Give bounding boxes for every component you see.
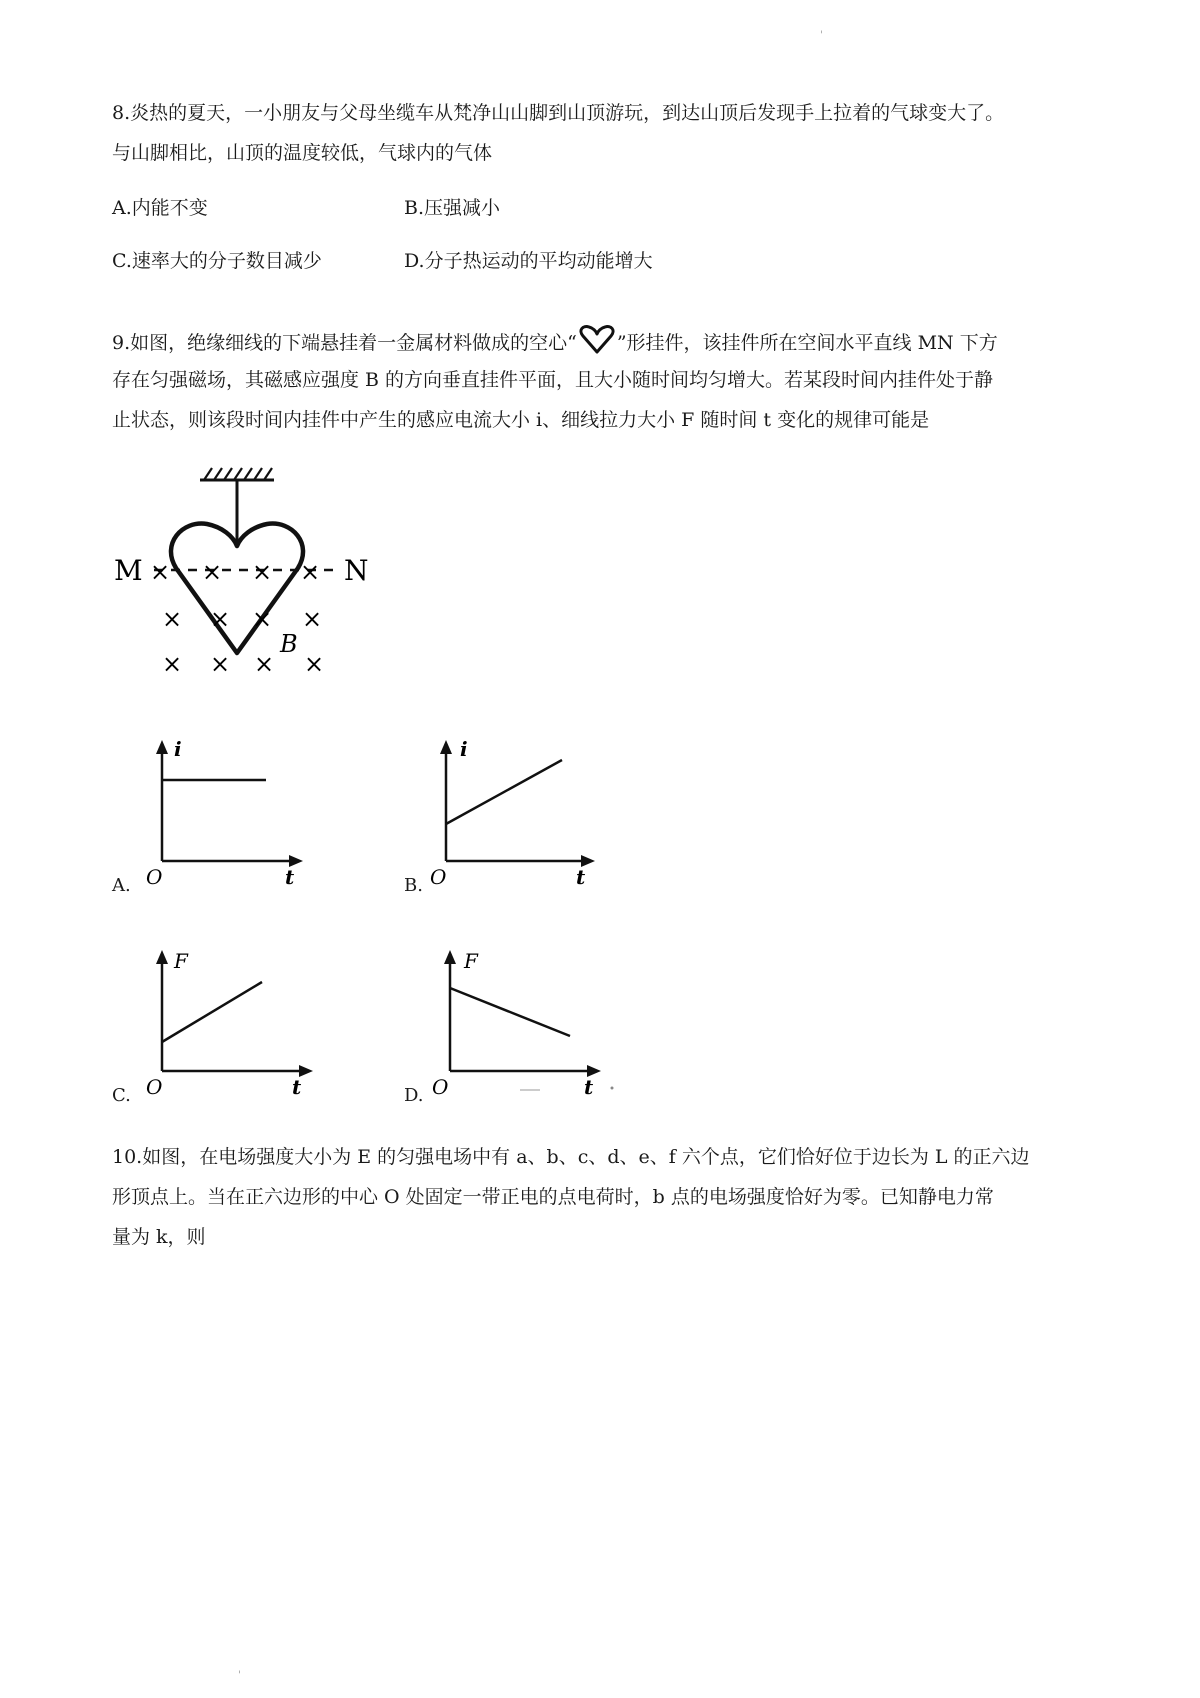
- field-mark: ×: [161, 605, 183, 633]
- field-mark: ×: [251, 558, 273, 586]
- graph-line: [446, 760, 562, 824]
- origin-label: O: [146, 1075, 163, 1098]
- y-axis-arrow-icon: [156, 950, 168, 964]
- graph-b-label: B.: [404, 875, 423, 896]
- q8-option-b: B.压强减小: [404, 197, 501, 219]
- field-mark: ×: [303, 650, 325, 678]
- q9-stem-line-1: [112, 325, 998, 355]
- q8-stem-line-2: 与山脚相比，山顶的温度较低，气球内的气体: [112, 142, 493, 164]
- q9-stem-line-1-post: ”形挂件，该挂件所在空间水平直线 MN 下方: [616, 332, 998, 354]
- q9-stem-line-1-pre: 9.如图，绝缘细线的下端悬挂着一金属材料做成的空心“: [112, 332, 577, 354]
- field-mark: ×: [149, 558, 171, 586]
- ceiling-hatch: [204, 468, 272, 480]
- q8-option-c: C.速率大的分子数目减少: [112, 250, 322, 272]
- scan-speck: ': [820, 30, 823, 41]
- field-mark: ×: [253, 650, 275, 678]
- x-axis-label: t: [285, 865, 295, 888]
- graph-line: [162, 982, 262, 1042]
- heart-icon: [577, 325, 617, 355]
- field-mark: ×: [209, 605, 231, 633]
- label-b: B: [280, 630, 298, 658]
- origin-label: O: [430, 865, 447, 888]
- field-mark: ×: [251, 605, 273, 633]
- y-axis-arrow-icon: [440, 740, 452, 754]
- field-mark: ×: [209, 650, 231, 678]
- q10-stem-line-2: 形顶点上。当在正六边形的中心 O 处固定一带正电的点电荷时，b 点的电场强度恰好为零。已知静电力常: [112, 1186, 994, 1208]
- field-mark: ×: [301, 605, 323, 633]
- x-axis-label: t: [292, 1075, 302, 1098]
- graph-c: [140, 946, 320, 1098]
- q8-option-d: D.分子热运动的平均动能增大: [404, 250, 653, 272]
- graph-a-label: A.: [112, 875, 131, 896]
- y-axis-label: F: [464, 949, 478, 973]
- q10-stem-line-3: 量为 k，则: [112, 1226, 206, 1248]
- graph-d-label: D.: [404, 1085, 424, 1106]
- field-mark: ×: [201, 558, 223, 586]
- graph-b: [424, 736, 604, 888]
- scan-speck: ': [238, 1670, 241, 1681]
- q9-stem-line-3: 止状态，则该段时间内挂件中产生的感应电流大小 i、细线拉力大小 F 随时间 t 变化的规律可能是: [112, 409, 930, 431]
- graph-d: [428, 946, 618, 1098]
- x-axis-label: t: [576, 865, 586, 888]
- y-axis-label: i: [174, 737, 182, 761]
- graph-a: [140, 736, 310, 888]
- heart-pendant-figure: [112, 460, 382, 680]
- x-axis-label: t: [584, 1075, 594, 1098]
- graph-c-label: C.: [112, 1085, 131, 1106]
- y-axis-arrow-icon: [444, 950, 456, 964]
- q8-stem-line-1: 8.炎热的夏天，一小朋友与父母坐缆车从梵净山山脚到山顶游玩，到达山顶后发现手上拉着的气球变大了。: [112, 102, 1005, 124]
- graph-line: [450, 988, 570, 1036]
- magnetic-field-marks: [150, 558, 324, 678]
- q9-stem-line-2: 存在匀强磁场，其磁感应强度 B 的方向垂直挂件平面，且大小随时间均匀增大。若某段时间内挂件处于静: [112, 369, 994, 391]
- origin-label: O: [146, 865, 163, 888]
- q8-option-a: A.内能不变: [112, 197, 208, 219]
- y-axis-label: F: [174, 949, 188, 973]
- scan-speck: [611, 1087, 614, 1090]
- label-n: N: [344, 554, 369, 587]
- label-m: M: [114, 554, 143, 587]
- y-axis-arrow-icon: [156, 740, 168, 754]
- origin-label: O: [432, 1075, 449, 1098]
- field-mark: ×: [299, 558, 321, 586]
- y-axis-label: i: [460, 737, 468, 761]
- q10-stem-line-1: 10.如图，在电场强度大小为 E 的匀强电场中有 a、b、c、d、e、f 六个点，它们恰好位于边长为 L 的正六边: [112, 1146, 1030, 1168]
- field-mark: ×: [161, 650, 183, 678]
